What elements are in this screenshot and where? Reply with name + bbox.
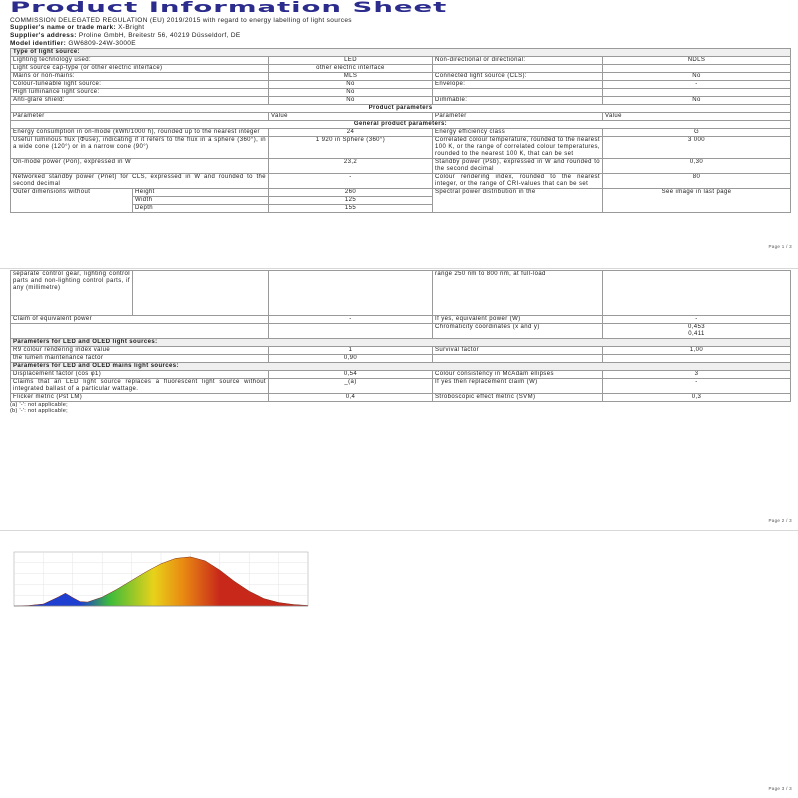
cell [603,271,791,316]
cell: - [603,316,791,324]
page-3 [10,532,798,798]
cell: High luminance light source: [11,89,269,97]
column-headers [11,113,791,121]
type-heading: Type of light source: [11,49,791,57]
page-2 [10,270,798,530]
cell: Colour rendering index, rounded to the nearest integer, or the range of CRI-values that can be set [433,174,603,189]
cell: 1 920 in Sphere (360°) [269,137,433,159]
cell: Mains or non-mains: [11,73,269,81]
cell: Energy efficiency class [433,129,603,137]
cell: - [269,316,433,324]
led-row [11,347,791,355]
cell: On-mode power (Pon), expressed in W [11,159,269,174]
cell: No [269,89,433,97]
document-title: Product Information Sheet [10,0,448,16]
dim-name: Depth [133,205,269,213]
spd-label: Spectral power distribution in the [433,189,603,213]
cell [433,65,603,73]
cell: Energy consumption in on-mode (kWh/1000 h), rounded up to the nearest integer [11,129,269,137]
cell [269,271,433,316]
cell: Displacement factor (cos φ1) [11,371,269,379]
cell: Flicker metric (Pst LM) [11,394,269,402]
cell: Standby power (Psb), expressed in W and rounded to the second decimal [433,159,603,174]
outer-dimensions-label: Outer dimensions without [11,189,133,213]
cell: Colour consistency in McAdam ellipses [433,371,603,379]
cell: Anti-glare shield: [11,97,269,105]
cell: Light source cap-type (or other electric interface) [11,65,269,73]
type-row [11,81,791,89]
cell: Chromaticity coordinates (x and y) [433,324,603,339]
cell: 0,54 [269,371,433,379]
cell: 0,3 [603,394,791,402]
col-header: Parameter [11,113,269,121]
cell: MLS [269,73,433,81]
params-table-continued [10,270,791,402]
cell: the lumen maintenance factor [11,355,269,363]
page-number: Page 1 / 3 [768,244,792,249]
gen-row [11,137,791,159]
cell: 24 [269,129,433,137]
cell: 0,453 0,411 [603,324,791,339]
cell: Colour-tuneable light source: [11,81,269,89]
dim-value: 260 [269,189,433,197]
cell: 1 [269,347,433,355]
page-1 [10,0,798,268]
cell: Envelope: [433,81,603,89]
cell [603,65,791,73]
mains-heading: Parameters for LED and OLED mains light sources: [11,363,791,371]
model-line [10,40,798,48]
col-header: Value [603,113,791,121]
cell [11,324,269,339]
params-table [10,48,791,213]
col-header: Parameter [433,113,603,121]
continued-row [11,271,791,316]
cell: Survival factor [433,347,603,355]
dim-name: Width [133,197,269,205]
general-heading: General product parameters: [11,121,791,129]
page-number: Page 3 / 3 [768,786,792,791]
spd-value: See image in last page [603,189,791,213]
cell: Lighting technology used: [11,57,269,65]
cell: R9 colour rendering index value [11,347,269,355]
cell: Stroboscopic effect metric (SVM) [433,394,603,402]
cell: LED [269,57,433,65]
supplier-address-label: Supplier's address: [10,32,77,39]
cell: If yes, equivalent power (W) [433,316,603,324]
cell: No [603,97,791,105]
cell: Useful luminous flux (Φuse), indicating if it refers to the flux in a sphere (360°), in a wide cone (120°) or in a narrow cone (90°) [11,137,269,159]
cell: 3 [603,371,791,379]
cell [269,324,433,339]
cell: Dimmable: [433,97,603,105]
type-row [11,65,791,73]
regulation-subtitle: COMMISSION DELEGATED REGULATION (EU) 2019/2015 with regard to energy labelling of light sources [10,17,352,24]
cell: - [269,174,433,189]
type-row [11,73,791,81]
cell: 1,00 [603,347,791,355]
cell: 0,30 [603,159,791,174]
model-label: Model identifier: [10,40,67,47]
cell: 80 [603,174,791,189]
cell [603,89,791,97]
cell: Non-directional or directional: [433,57,603,65]
page-number: Page 2 / 3 [768,518,792,523]
led-row [11,355,791,363]
type-row [11,89,791,97]
mains-row [11,371,791,379]
claim-row [11,316,791,324]
dim-value: 155 [269,205,433,213]
spectral-power-distribution-chart [10,550,320,610]
cell [433,89,603,97]
cell: Claim of equivalent power [11,316,269,324]
cell: If yes then replacement claim (W) [433,379,603,394]
dim-row [11,189,791,197]
gen-row [11,174,791,189]
cell: 0,90 [269,355,433,363]
cell: _(a) [269,379,433,394]
cell: No [269,97,433,105]
model-value: GW6809-24W-3000E [68,40,136,47]
dim-value: 125 [269,197,433,205]
col-header: Value [269,113,433,121]
cell: Connected light source (CLS): [433,73,603,81]
cell: 0,4 [269,394,433,402]
led-heading: Parameters for LED and OLED light sources: [11,339,791,347]
gen-row [11,159,791,174]
cell: other electric interface [269,65,433,73]
cell: No [269,81,433,89]
cell: - [603,81,791,89]
continued-left: separate control gear, lighting control parts and non-lighting control parts, if any (millimetre) [11,271,133,316]
type-row [11,97,791,105]
mains-row [11,394,791,402]
cell: Claims that an LED light source replaces a fluorescent light source without integrated ballast of a particular wattage. [11,379,269,394]
footnote: (a) '-': not applicable; [10,402,68,408]
supplier-address-value: Proline GmbH, Breitestr 56, 40219 Düsseldorf, DE [78,32,241,39]
product-params-heading: Product parameters [11,105,791,113]
footnote: (b) '-': not applicable; [10,408,68,414]
type-row [11,57,791,65]
cell: NDLS [603,57,791,65]
mains-row [11,379,791,394]
cell: 3 000 [603,137,791,159]
chroma-row [11,324,791,339]
spd-svg [10,550,320,610]
supplier-address-line [10,32,798,40]
cell: No [603,73,791,81]
dim-name: Height [133,189,269,197]
cell [603,355,791,363]
cell: Correlated colour temperature, rounded to the nearest 100 K, or the range of correlated colour temperatures, rounded to the nearest 100 K, that can be set [433,137,603,159]
cell: G [603,129,791,137]
supplier-name-line [10,24,798,32]
cell [433,355,603,363]
continued-right: range 250 nm to 800 nm, at full-load [433,271,603,316]
cell: - [603,379,791,394]
cell: Networked standby power (Pnet) for CLS, expressed in W and rounded to the second decimal [11,174,269,189]
supplier-name-value: X-Bright [118,24,145,31]
cell: 23,2 [269,159,433,174]
cell [133,271,269,316]
gen-row [11,129,791,137]
supplier-name-label: Supplier's name or trade mark: [10,24,116,31]
